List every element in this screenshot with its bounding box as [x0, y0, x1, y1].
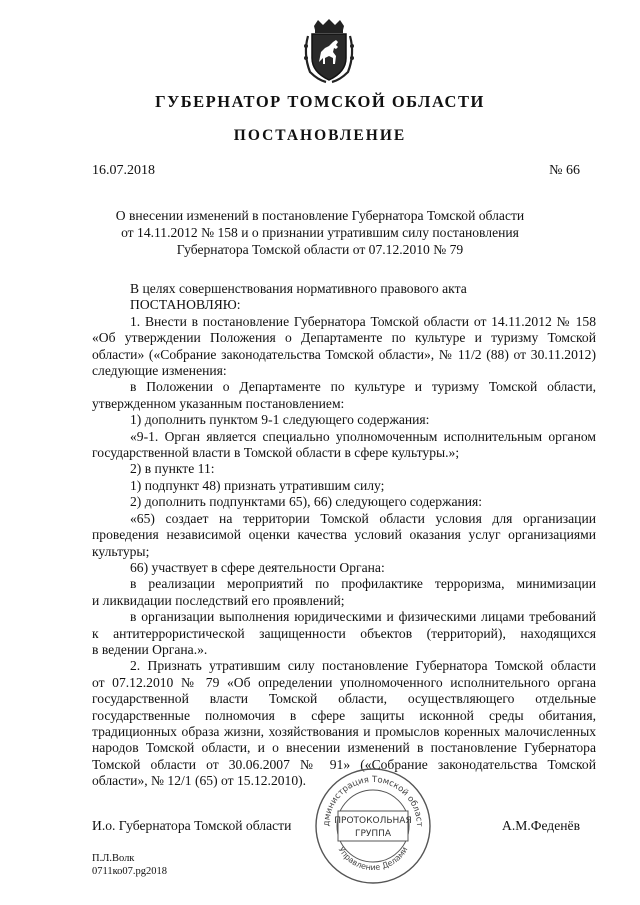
subitem-2: 2) в пункте 11: — [130, 461, 215, 477]
signatory-name: А.М.Феденёв — [502, 818, 580, 833]
document-subject — [100, 207, 540, 258]
item1-line: следующие изменения: — [92, 363, 227, 379]
page-title: ГУБЕРНАТОР ТОМСКОЙ ОБЛАСТИ — [155, 92, 485, 111]
item2-line: от 07.12.2010 № 79 «Об определении уполномоченного исполнительного органа — [92, 674, 596, 690]
terror-line: и ликвидации последствий его проявлений; — [92, 592, 345, 608]
signatory-position: И.о. Губернатора Томской области — [92, 818, 292, 833]
subject-line: О внесении изменений в постановление Губернатора Томской области — [115, 208, 525, 223]
document-date: 16.07.2018 — [92, 163, 155, 178]
organization-line: в ведении Органа.». — [92, 641, 208, 657]
item2-line: области», № 12/1 (65) от 15.12.2010). — [92, 773, 307, 789]
subitem-1: 1) дополнить пунктом 9-1 следующего содержания: — [130, 412, 430, 428]
clause-65-line: «65) создает на территории Томской области условия для организации — [130, 510, 596, 526]
regulation-line: в Положении о Департаменте по культуре и туризму Томской области, — [130, 379, 596, 395]
item1-line: «Об утверждении Положения о Департаменте по культуре и туризму Томской — [92, 330, 596, 346]
preamble: В целях совершенствования нормативного правового акта — [130, 281, 467, 296]
clause-65-line: проведения независимой оценки качества условий оказания услуг организациями — [92, 527, 596, 543]
subitem-2-2: 2) дополнить подпунктами 65), 66) следующего содержания: — [130, 494, 483, 510]
item2-line: народов Томской области, и о внесении изменений в постановление Губернатора — [92, 740, 596, 756]
organization-line: в организации выполнения юридическими и физическими лицами требований — [130, 609, 596, 625]
subitem-2-1: 1) подпункт 48) признать утратившим силу; — [130, 477, 385, 493]
item2-line: 2. Признать утратившим силу постановление Губернатора Томской области — [130, 658, 596, 674]
svg-text:Управление Делами — [337, 845, 410, 872]
regulation-line: утвержденном указанным постановлением: — [92, 395, 345, 411]
stamp-seal — [312, 765, 434, 887]
clause-9-1-line: государственной власти в Томской области в сфере культуры.»; — [92, 445, 460, 461]
organization-line: к антитеррористической защищенности объектов (территорий), находящихся — [92, 625, 596, 641]
document-type: ПОСТАНОВЛЕНИЕ — [233, 127, 407, 144]
item1-line: 1. Внести в постановление Губернатора Томской области от 14.11.2012 № 158 — [130, 313, 596, 329]
subject-line: от 14.11.2012 № 158 и о признании утратившим силу постановления — [121, 225, 519, 240]
stamp-inner-line2: ГРУППА — [354, 829, 392, 839]
subject-line: Губернатора Томской области от 07.12.2010 № 79 — [176, 242, 464, 257]
item2-line: традиционных образа жизни, хозяйствования и промыслов коренных малочисленных — [92, 723, 596, 739]
item2-line: государственной власти Томской области, осуществляющего отдельные — [92, 691, 596, 707]
stamp-bottom-text: Управление Делами — [336, 845, 410, 873]
stamp-inner-line1: ПРОТОКОЛЬНАЯ — [334, 816, 412, 826]
executor-name: П.Л.Волк — [92, 853, 135, 864]
document-number: № 66 — [549, 163, 580, 178]
clause-66: 66) участвует в сфере деятельности Органа: — [130, 559, 385, 575]
document-body — [92, 281, 596, 790]
item2-line: Томской области от 30.06.2007 № 91» («Собрание законодательства Томской — [92, 756, 596, 772]
clause-9-1-line: «9-1. Орган является специально уполномоченным исполнительным органом — [130, 428, 596, 444]
executor-file: 0711ко07.pg2018 — [92, 866, 168, 877]
item1-line: области» («Собрание законодательства Томской области», № 11/2 (88) от 30.11.2012) — [92, 346, 596, 362]
clause-65-line: культуры; — [92, 543, 150, 559]
tomsk-coat-of-arms-icon — [300, 18, 358, 84]
stamp-outer-text: дминистрация Томской област — [321, 774, 425, 827]
terror-line: в реализации мероприятий по профилактике терроризма, минимизации — [130, 576, 596, 592]
item2-line: государственные полномочия в сфере защиты исконной среды обитания, — [92, 707, 596, 723]
resolve-heading: ПОСТАНОВЛЯЮ: — [130, 297, 241, 313]
